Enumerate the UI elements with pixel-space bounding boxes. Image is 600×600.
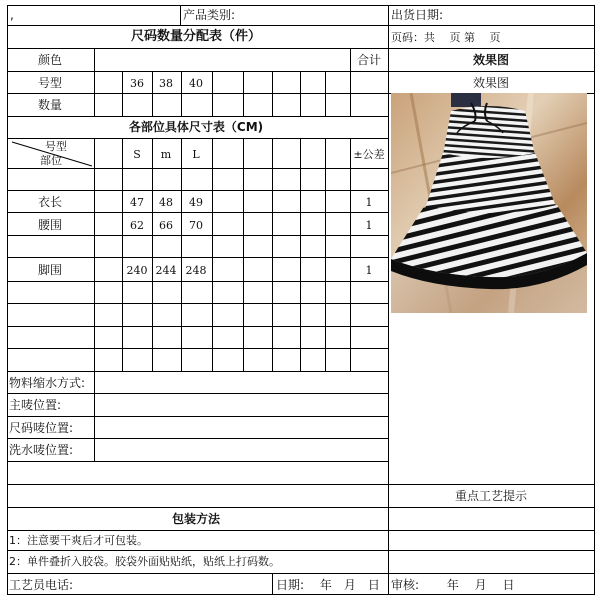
technician-phone-label: 工艺员电话: — [9, 578, 74, 592]
size-38: 38 — [159, 77, 173, 90]
quantity-label: 数量 — [37, 98, 63, 112]
row-waist-l: 70 — [189, 219, 203, 232]
size-s: S — [133, 148, 141, 161]
effect-subheader: 效果图 — [472, 76, 510, 90]
qty-table-title: 尺码数量分配表（件） — [130, 29, 262, 44]
row-length-m: 48 — [159, 196, 173, 209]
row-length-s: 47 — [130, 196, 144, 209]
row-hem-tol: 1 — [365, 264, 373, 277]
row-hem-m: 244 — [155, 264, 177, 277]
shrink-label: 物料缩水方式: — [9, 376, 86, 390]
category-label: 产品类别: — [183, 8, 236, 22]
footer-date-label: 日期: 年 月 日 — [276, 578, 380, 592]
effect-header: 效果图 — [472, 53, 510, 67]
row-waist-m: 66 — [159, 219, 173, 232]
packing-title: 包装方法 — [171, 512, 221, 526]
row-length-l: 49 — [189, 196, 203, 209]
size-40: 40 — [189, 77, 203, 90]
row-waist-s: 62 — [130, 219, 144, 232]
color-label: 颜色 — [37, 53, 63, 67]
row-waist-name: 腰围 — [37, 218, 63, 232]
header-mark: , — [10, 8, 14, 22]
measure-table-title: 各部位具体尺寸表（CM) — [128, 120, 264, 134]
size-m: m — [160, 148, 172, 161]
size-l: L — [192, 148, 200, 161]
review-label: 审核: 年 月 日 — [391, 578, 515, 592]
page-info: 页码：共 页 第 页 — [391, 31, 501, 44]
main-label-position: 主唛位置: — [9, 398, 62, 412]
packing-line-2: 2：单件叠折入胶袋。胶袋外面贴贴纸，贴纸上打码数。 — [9, 555, 280, 568]
row-hem-l: 248 — [185, 264, 207, 277]
process-tips-header: 重点工艺提示 — [454, 489, 528, 503]
diag-bottom-label: 部位 — [40, 154, 62, 167]
row-hem-s: 240 — [126, 264, 148, 277]
packing-line-1: 1：注意要干爽后才可包装。 — [9, 534, 148, 547]
total-label: 合计 — [356, 53, 382, 67]
wash-label-position: 洗水唛位置: — [9, 443, 74, 457]
row-length-name: 衣长 — [37, 195, 63, 209]
ship-date-label: 出货日期: — [391, 8, 444, 22]
size-label-position: 尺码唛位置: — [9, 421, 74, 435]
row-length-tol: 1 — [365, 196, 373, 209]
size-label: 号型 — [37, 76, 63, 90]
diag-top-label: 号型 — [45, 140, 67, 153]
skirt-photo — [391, 93, 587, 313]
size-36: 36 — [130, 77, 144, 90]
row-hem-name: 脚围 — [37, 263, 63, 277]
row-waist-tol: 1 — [365, 219, 373, 232]
tolerance-label: ±公差 — [353, 148, 385, 161]
striped-skirt-illustration — [391, 93, 587, 313]
